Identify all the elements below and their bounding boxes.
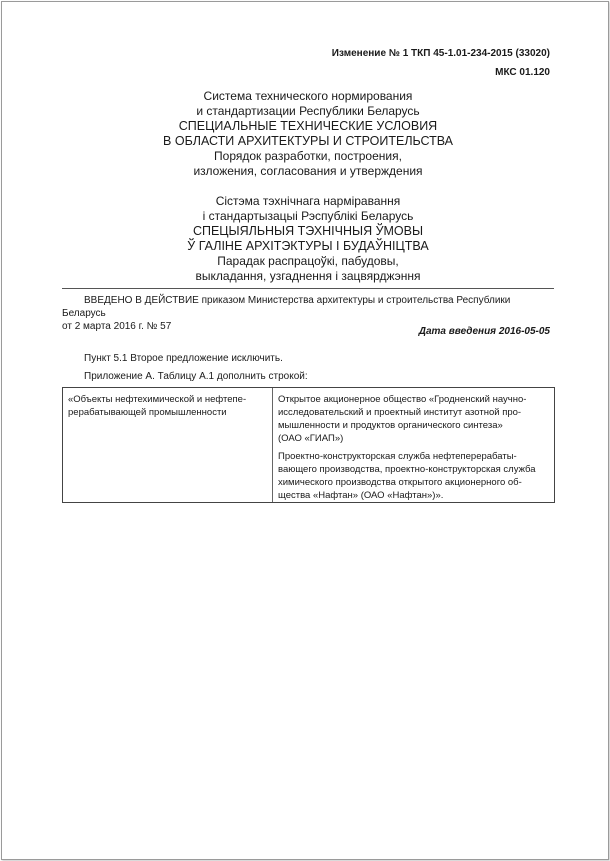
title-by-subtitle: Парадак распрацоўкі, пабудовы, bbox=[217, 254, 399, 268]
title-by-heading: СПЕЦЫЯЛЬНЫЯ ТЭХНІЧНЫЯ ЎМОВЫ bbox=[192, 224, 424, 238]
table-cell-line: химического производства открытого акционерного об- bbox=[278, 477, 522, 488]
table-cell-line: щества «Нафтан» (ОАО «Нафтан»)». bbox=[278, 490, 444, 501]
table-cell-line: (ОАО «ГИАП») bbox=[278, 433, 344, 444]
enactment-order: от 2 марта 2016 г. № 57 bbox=[62, 321, 172, 332]
table-cell-line: «Объекты нефтехимической и нефтепе- bbox=[68, 394, 247, 405]
enactment-lead: ВВЕДЕНО В ДЕЙСТВИЕ bbox=[84, 295, 199, 306]
table-cell-object-type bbox=[68, 393, 267, 419]
organization-giap bbox=[278, 393, 548, 445]
table-cell-organizations bbox=[278, 393, 548, 502]
addition-table bbox=[62, 387, 555, 503]
table-cell-line: мышленности и продуктов органического синтеза» bbox=[278, 420, 503, 431]
table-cell-line: рерабатывающей промышленности bbox=[68, 407, 227, 418]
title-ru-line: и стандартизации Республики Беларусь bbox=[196, 104, 420, 118]
table-cell-line: Открытое акционерное общество «Гродненский научно- bbox=[278, 394, 527, 405]
title-by-subtitle: выкладання, узгаднення і зацвярджэння bbox=[195, 269, 421, 283]
amendment-header: Изменение № 1 ТКП 45-1.01-234-2015 (33020) bbox=[331, 48, 550, 59]
title-by-line: Сістэма тэхнічнага нарміравання bbox=[215, 194, 401, 208]
organization-naftan bbox=[278, 450, 548, 502]
table-column-divider bbox=[272, 388, 273, 502]
paragraph-clause-5-1: Пункт 5.1 Второе предложение исключить. bbox=[84, 353, 283, 364]
title-ru-line: Система технического нормирования bbox=[203, 89, 413, 103]
table-cell-line: исследовательский и проектный институт азотной про- bbox=[278, 407, 522, 418]
title-ru-heading: В ОБЛАСТИ АРХИТЕКТУРЫ И СТРОИТЕЛЬСТВА bbox=[163, 134, 453, 148]
table-cell-line: Проектно-конструкторская служба нефтеперерабаты- bbox=[278, 451, 517, 462]
title-ru-heading: СПЕЦИАЛЬНЫЕ ТЕХНИЧЕСКИЕ УСЛОВИЯ bbox=[178, 119, 438, 133]
paragraph-annex-a: Приложение А. Таблицу А.1 дополнить строкой: bbox=[84, 371, 308, 382]
table-cell-line: вающего производства, проектно-конструкторская служба bbox=[278, 464, 536, 475]
horizontal-rule bbox=[62, 288, 554, 289]
title-ru-subtitle: изложения, согласования и утверждения bbox=[193, 164, 423, 178]
mks-code: МКС 01.120 bbox=[495, 67, 550, 78]
effective-date: Дата введения 2016-05-05 bbox=[418, 326, 550, 337]
document-page bbox=[1, 1, 609, 860]
title-belarusian bbox=[62, 194, 554, 284]
title-by-line: і стандартызацыі Рэспублікі Беларусь bbox=[202, 209, 414, 223]
title-by-heading: Ў ГАЛІНЕ АРХІТЭКТУРЫ І БУДАЎНІЦТВА bbox=[187, 239, 429, 253]
title-russian bbox=[62, 89, 554, 179]
title-ru-subtitle: Порядок разработки, построения, bbox=[214, 149, 402, 163]
enactment-text: приказом Министерства архитектуры и строительства Республики Беларусь bbox=[62, 295, 511, 319]
